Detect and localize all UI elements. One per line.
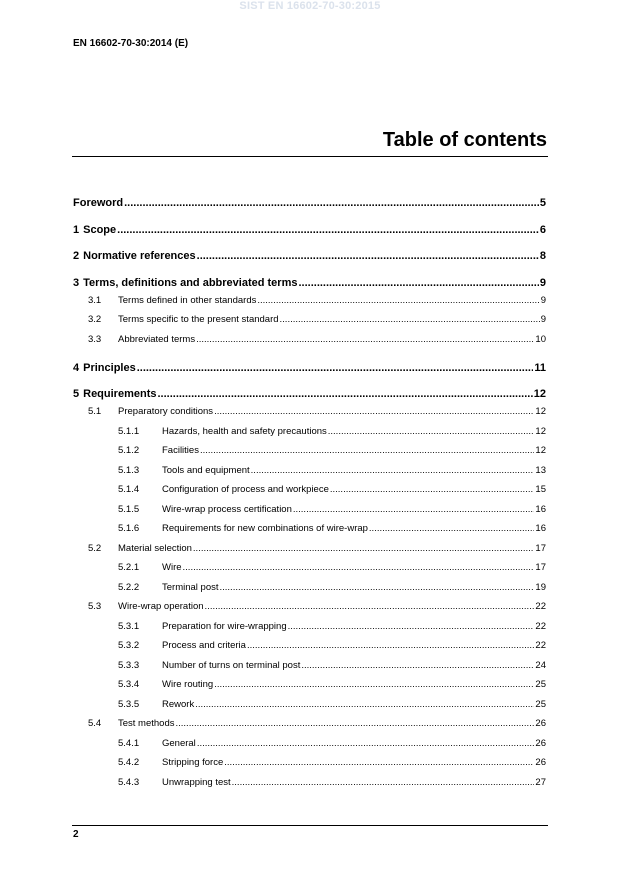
toc-entry[interactable] <box>73 718 546 738</box>
toc-entry[interactable] <box>73 562 546 582</box>
toc-entry-page: 26 <box>535 718 546 729</box>
toc-entry-number: 5.4.3 <box>118 776 140 788</box>
toc-entry[interactable] <box>73 660 546 680</box>
toc-entry-label: Normative references <box>83 250 196 262</box>
toc-entry[interactable] <box>73 543 546 563</box>
dot-leader <box>251 465 535 476</box>
dot-leader <box>200 445 534 456</box>
watermark: SIST EN 16602-70-30:2015 <box>239 0 381 12</box>
toc-entry-page: 12 <box>535 406 546 417</box>
table-of-contents <box>73 197 546 796</box>
toc-entry-label: Preparation for wire-wrapping <box>162 620 287 632</box>
toc-entry-label: Unwrapping test <box>162 776 231 788</box>
dot-leader <box>298 277 538 289</box>
toc-entry-label: Terminal post <box>162 581 219 593</box>
toc-entry-page: 16 <box>535 523 546 534</box>
dot-leader <box>197 738 535 749</box>
toc-entry-number: 5.2.2 <box>118 581 140 593</box>
dot-leader <box>301 660 534 671</box>
toc-entry-number: 3 <box>73 276 80 289</box>
toc-entry-number: 5.4.2 <box>118 757 140 768</box>
toc-entry-number: 5.1 <box>88 406 102 417</box>
toc-entry[interactable] <box>73 738 546 758</box>
toc-entry-label: Wire routing <box>162 679 214 690</box>
dot-leader <box>214 406 534 417</box>
toc-entry[interactable] <box>73 362 546 380</box>
toc-entry-page: 8 <box>539 250 546 262</box>
toc-entry-number: 4 <box>73 361 80 374</box>
toc-entry-number: 5.1.2 <box>118 445 140 456</box>
toc-entry-label: Requirements for new combinations of wire-wrap <box>162 523 368 534</box>
page-number: 2 <box>73 829 79 840</box>
toc-entry-page: 11 <box>534 361 546 374</box>
toc-entry[interactable] <box>73 679 546 699</box>
toc-entry[interactable] <box>73 757 546 777</box>
toc-entry-label: Scope <box>83 223 117 236</box>
document-id: EN 16602-70-30:2014 (E) <box>73 38 189 49</box>
toc-entry-number: 5.2.1 <box>118 562 140 573</box>
toc-entry-number: 5.3 <box>88 601 102 612</box>
toc-entry[interactable] <box>73 388 546 406</box>
dot-leader <box>137 362 534 374</box>
toc-entry-page: 26 <box>535 737 546 749</box>
toc-entry-label: Rework <box>162 698 195 710</box>
dot-leader <box>293 504 535 515</box>
dot-leader <box>176 718 535 729</box>
toc-entry[interactable] <box>73 504 546 524</box>
toc-entry-label: Wire <box>162 562 182 573</box>
toc-entry[interactable] <box>73 523 546 543</box>
toc-entry-label: Hazards, health and safety precautions <box>162 425 327 437</box>
toc-entry-page: 10 <box>535 333 546 345</box>
toc-entry[interactable] <box>73 445 546 465</box>
title-divider <box>72 156 548 157</box>
dot-leader <box>183 562 535 573</box>
toc-entry-label: Material selection <box>118 542 192 554</box>
toc-entry-label: Tools and equipment <box>162 464 250 476</box>
toc-entry[interactable] <box>73 582 546 602</box>
toc-entry-page: 26 <box>535 757 546 768</box>
toc-entry-page: 9 <box>540 294 546 306</box>
toc-entry-number: 3.2 <box>88 314 102 325</box>
toc-entry-number: 5.3.4 <box>118 679 140 690</box>
toc-entry[interactable] <box>73 640 546 660</box>
toc-entry-number: 5.1.3 <box>118 464 140 476</box>
toc-entry-number: 5.1.5 <box>118 503 140 515</box>
toc-entry-number: 5.3.1 <box>118 620 140 632</box>
dot-leader <box>280 314 540 325</box>
toc-entry[interactable] <box>73 277 546 295</box>
toc-entry-page: 15 <box>535 484 546 495</box>
toc-entry[interactable] <box>73 334 546 354</box>
dot-leader <box>328 426 535 437</box>
toc-entry-page: 9 <box>540 314 546 325</box>
toc-entry-page: 24 <box>535 659 546 671</box>
toc-entry-page: 13 <box>535 464 546 476</box>
toc-entry-page: 22 <box>535 620 546 632</box>
dot-leader <box>196 334 534 345</box>
dot-leader <box>157 388 532 400</box>
dot-leader <box>330 484 535 495</box>
toc-entry-label: Wire-wrap process certification <box>162 503 292 515</box>
dot-leader <box>205 601 535 612</box>
toc-entry-label: Terms specific to the present standard <box>118 314 279 325</box>
toc-entry-number: 5.3.3 <box>118 659 140 671</box>
toc-entry-page: 12 <box>533 388 546 400</box>
toc-entry-label: Preparatory conditions <box>118 406 214 417</box>
dot-leader <box>197 250 539 262</box>
toc-entry-number: 5.1.6 <box>118 523 140 534</box>
toc-entry-number: 3.3 <box>88 333 102 345</box>
toc-entry[interactable] <box>73 621 546 641</box>
dot-leader <box>232 777 535 788</box>
toc-entry-page: 12 <box>535 445 546 456</box>
toc-entry[interactable] <box>73 699 546 719</box>
toc-entry[interactable] <box>73 406 546 426</box>
dot-leader <box>288 621 535 632</box>
toc-entry-page: 22 <box>535 601 546 612</box>
toc-entry-number: 5.2 <box>88 542 102 554</box>
dot-leader <box>193 543 535 554</box>
toc-entry-label: Process and criteria <box>162 640 246 651</box>
toc-entry-label: Stripping force <box>162 757 224 768</box>
page-title: Table of contents <box>382 129 547 151</box>
toc-entry-label: Configuration of process and workpiece <box>162 484 329 495</box>
dot-leader <box>224 757 534 768</box>
toc-entry-page: 5 <box>539 197 546 209</box>
toc-entry-page: 17 <box>535 562 546 573</box>
dot-leader <box>117 224 539 236</box>
toc-entry-number: 1 <box>73 223 80 236</box>
toc-entry-label: Terms, definitions and abbreviated terms <box>83 276 298 289</box>
toc-entry-number: 5.3.2 <box>118 640 140 651</box>
toc-entry-page: 12 <box>535 425 546 437</box>
toc-entry[interactable] <box>73 601 546 621</box>
toc-entry[interactable] <box>73 250 546 268</box>
toc-entry-page: 27 <box>535 776 546 788</box>
toc-entry-page: 6 <box>539 223 546 236</box>
toc-entry-label: General <box>162 737 196 749</box>
toc-entry[interactable] <box>73 484 546 504</box>
toc-entry[interactable] <box>73 224 546 242</box>
toc-entry-number: 5.4.1 <box>118 737 140 749</box>
toc-entry[interactable] <box>73 314 546 334</box>
toc-entry-label: Test methods <box>118 718 175 729</box>
toc-entry-number: 5.3.5 <box>118 698 140 710</box>
toc-entry-number: 5.1.1 <box>118 425 140 437</box>
toc-entry-page: 22 <box>535 640 546 651</box>
toc-entry[interactable] <box>73 777 546 797</box>
toc-entry[interactable] <box>73 426 546 446</box>
toc-entry-label: Facilities <box>162 445 199 456</box>
dot-leader <box>247 640 534 651</box>
toc-entry-label: Abbreviated terms <box>118 333 196 345</box>
toc-entry-number: 3.1 <box>88 294 102 306</box>
toc-entry-label: Number of turns on terminal post <box>162 659 301 671</box>
toc-entry-page: 25 <box>535 698 546 710</box>
dot-leader <box>257 295 539 306</box>
toc-entry-page: 9 <box>539 276 546 289</box>
dot-leader <box>220 582 535 593</box>
dot-leader <box>195 699 534 710</box>
toc-entry-page: 25 <box>535 679 546 690</box>
toc-entry[interactable] <box>73 295 546 315</box>
toc-entry-number: 5.4 <box>88 718 102 729</box>
dot-leader <box>369 523 535 534</box>
toc-entry-page: 16 <box>535 503 546 515</box>
toc-entry-page: 19 <box>535 581 546 593</box>
footer-divider <box>72 825 548 826</box>
toc-entry-label: Principles <box>83 361 136 374</box>
toc-entry-number: 5.1.4 <box>118 484 140 495</box>
toc-entry[interactable] <box>73 197 546 215</box>
toc-entry-number: 2 <box>73 250 80 262</box>
dot-leader <box>214 679 534 690</box>
dot-leader <box>124 197 539 209</box>
toc-entry-label: Wire-wrap operation <box>118 601 204 612</box>
toc-entry-label: Requirements <box>83 388 157 400</box>
toc-entry-label: Foreword <box>73 197 124 209</box>
toc-entry[interactable] <box>73 465 546 485</box>
toc-entry-label: Terms defined in other standards <box>118 294 257 306</box>
toc-entry-number: 5 <box>73 388 80 400</box>
toc-entry-page: 17 <box>535 542 546 554</box>
